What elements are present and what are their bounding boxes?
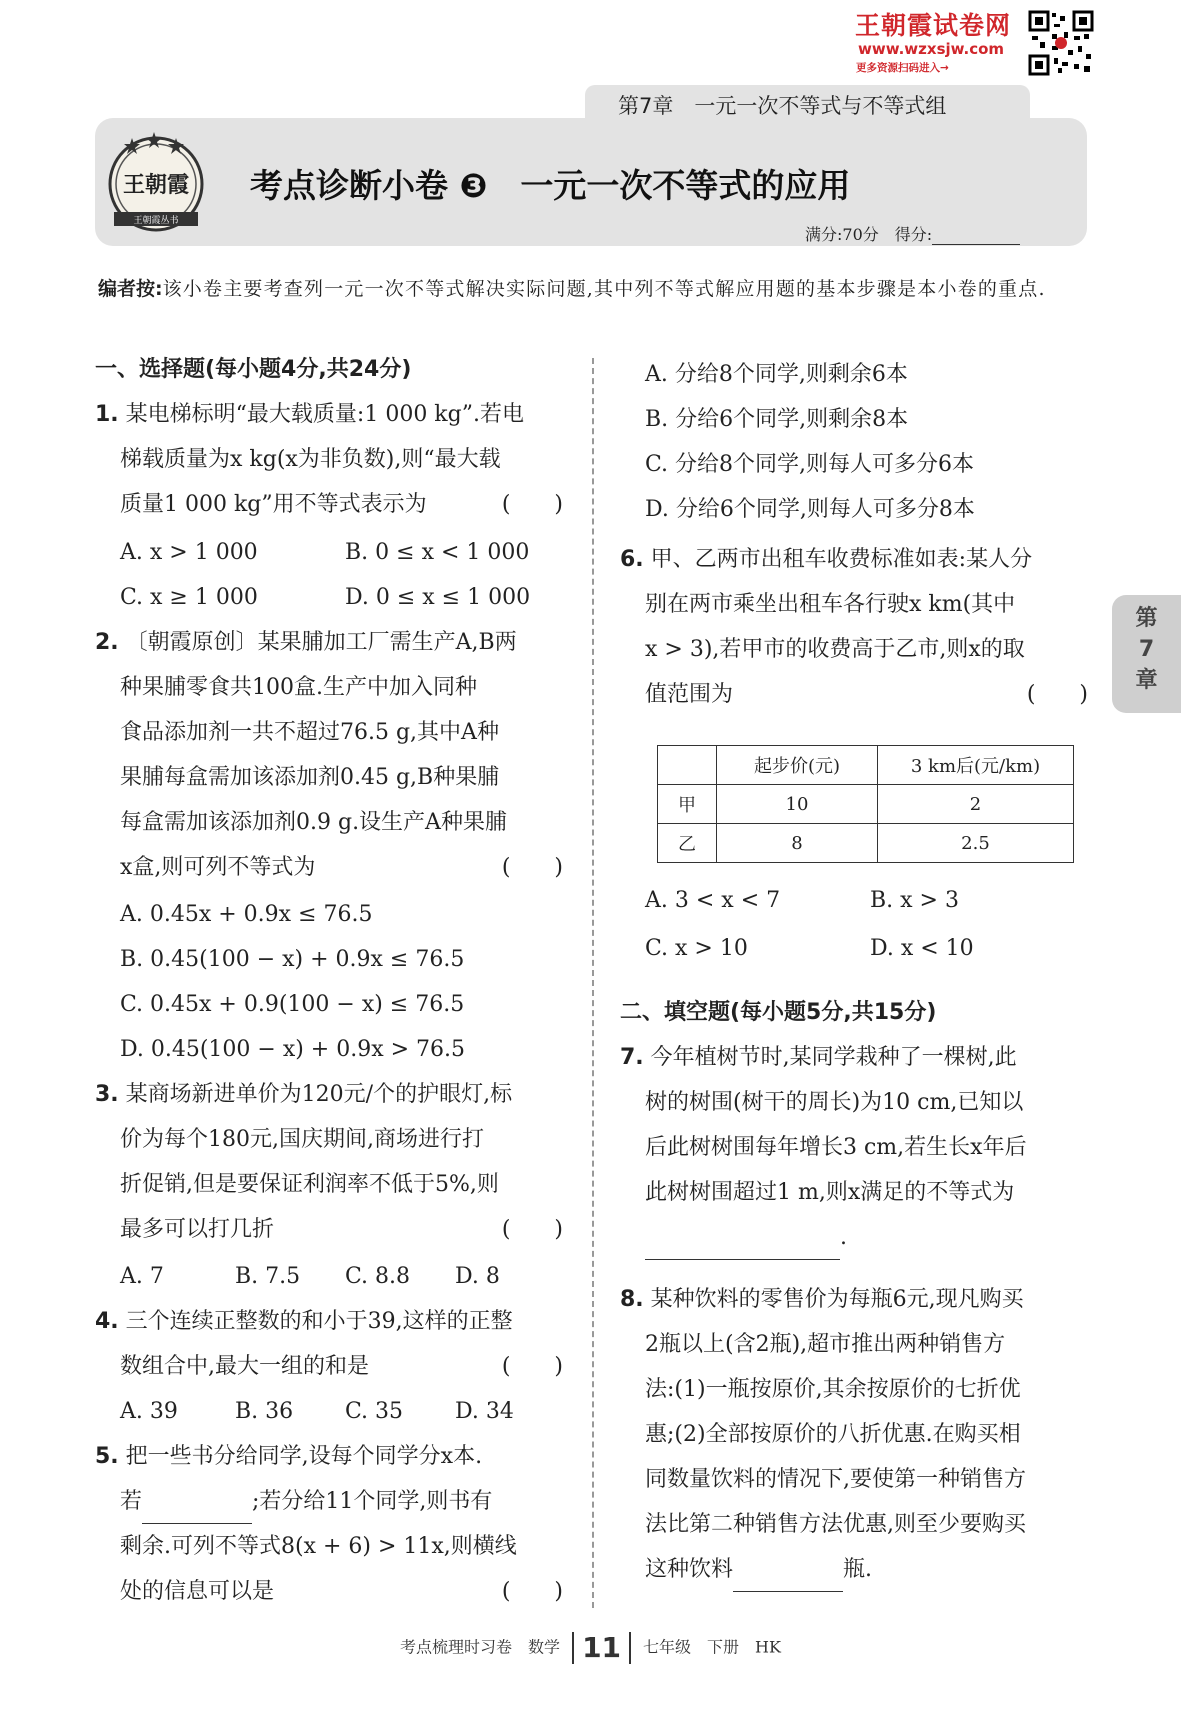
qr-code-icon[interactable] bbox=[1028, 10, 1094, 76]
answer-paren[interactable]: ( ) bbox=[501, 1354, 563, 1379]
question-5 bbox=[95, 1434, 563, 1614]
table-header-cell: 起步价(元) bbox=[717, 746, 878, 785]
answer-paren[interactable]: ( ) bbox=[501, 1579, 563, 1604]
table-cell: 10 bbox=[717, 785, 878, 824]
question-1 bbox=[95, 392, 563, 527]
brand-logo bbox=[100, 126, 212, 238]
section-fill-heading: 二、填空题(每小题5分,共15分) bbox=[620, 1000, 937, 1025]
question-number: 4. bbox=[95, 1309, 119, 1334]
logo-bottom-text: 王朝霞丛书 bbox=[133, 216, 179, 226]
fill-blank[interactable] bbox=[645, 1233, 840, 1260]
question-text-line: 后此树树围每年增长3 cm,若生长x年后 bbox=[645, 1135, 1027, 1160]
footer bbox=[0, 1632, 1181, 1664]
question-text-line: 法比第二种销售方法优惠,则至少要购买 bbox=[645, 1512, 1026, 1537]
fill-blank[interactable] bbox=[142, 1497, 252, 1524]
question-text-line: x盒,则可列不等式为 bbox=[120, 855, 316, 880]
q3-option-c[interactable]: C. 8.8 bbox=[345, 1264, 411, 1289]
answer-paren[interactable]: ( ) bbox=[501, 492, 563, 517]
question-text-line: 2瓶以上(含2瓶),超市推出两种销售方 bbox=[645, 1332, 1006, 1357]
q1-option-d[interactable]: D. 0 ≤ x ≤ 1 000 bbox=[345, 585, 531, 610]
question-text-line: 此树树围超过1 m,则x满足的不等式为 bbox=[645, 1180, 1015, 1205]
q5-option-b[interactable]: B. 分给6个同学,则剩余8本 bbox=[645, 407, 909, 432]
question-text-line: 今年植树节时,某同学栽种了一棵树,此 bbox=[650, 1045, 1017, 1070]
question-text-fragment: . bbox=[840, 1225, 847, 1250]
side-tab-char: 7 bbox=[1138, 637, 1155, 662]
question-8 bbox=[620, 1277, 1088, 1592]
side-tab-char: 第 bbox=[1135, 606, 1158, 631]
q2-option-a[interactable]: A. 0.45x + 0.9x ≤ 76.5 bbox=[120, 902, 373, 927]
question-text-line: 某电梯标明“最大载质量:1 000 kg”.若电 bbox=[125, 402, 524, 427]
q6-option-a[interactable]: A. 3 < x < 7 bbox=[645, 888, 781, 913]
table-cell: 8 bbox=[717, 824, 878, 863]
fill-blank[interactable] bbox=[733, 1565, 843, 1592]
q5-option-d[interactable]: D. 分给6个同学,则每人可多分8本 bbox=[645, 497, 975, 522]
editor-note bbox=[98, 272, 1088, 307]
question-text-line: 梯载质量为x kg(x为非负数),则“最大载 bbox=[120, 447, 501, 472]
question-number: 6. bbox=[620, 547, 644, 572]
question-text-line: 把一些书分给同学,设每个同学分x本. bbox=[125, 1444, 483, 1469]
question-text-line: 〔朝霞原创〕某果脯加工厂需生产A,B两 bbox=[125, 630, 517, 655]
question-text-line: x > 3),若甲市的收费高于乙市,则x的取 bbox=[645, 637, 1025, 662]
question-text-line: 种果脯零食共100盒.生产中加入同种 bbox=[120, 675, 477, 700]
question-text-line: 某种饮料的零售价为每瓶6元,现凡购买 bbox=[650, 1287, 1024, 1312]
table-cell: 2 bbox=[878, 785, 1074, 824]
answer-paren[interactable]: ( ) bbox=[1026, 682, 1088, 707]
question-text-line: 每盒需加该添加剂0.9 g.设生产A种果脯 bbox=[120, 810, 507, 835]
footer-right: 七年级 下册 HK bbox=[643, 1637, 781, 1657]
q4-option-b[interactable]: B. 36 bbox=[235, 1399, 294, 1424]
answer-paren[interactable]: ( ) bbox=[501, 1217, 563, 1242]
q2-option-d[interactable]: D. 0.45(100 − x) + 0.9x > 76.5 bbox=[120, 1037, 466, 1062]
logo-text: 王朝霞 bbox=[122, 172, 190, 198]
question-number: 8. bbox=[620, 1287, 644, 1312]
question-text-fragment: 瓶. bbox=[843, 1557, 873, 1582]
q3-option-a[interactable]: A. 7 bbox=[120, 1264, 164, 1289]
question-text-line: 甲、乙两市出租车收费标准如表:某人分 bbox=[650, 547, 1033, 572]
brand-slogan: 更多资源扫码进入→ bbox=[856, 62, 949, 74]
question-text-line: 最多可以打几折 bbox=[120, 1217, 275, 1242]
question-7 bbox=[620, 1035, 1088, 1260]
question-text-line: 果脯每盒需加该添加剂0.45 g,B种果脯 bbox=[120, 765, 500, 790]
table-cell: 2.5 bbox=[878, 824, 1074, 863]
question-text-line: 某商场新进单价为120元/个的护眼灯,标 bbox=[125, 1082, 513, 1107]
question-text-line: 折促销,但是要保证利润率不低于5%,则 bbox=[120, 1172, 499, 1197]
brand-name: 王朝霞试卷网 bbox=[855, 11, 1012, 40]
table-row bbox=[658, 824, 1074, 863]
section-choice-heading: 一、选择题(每小题4分,共24分) bbox=[95, 357, 412, 382]
side-chapter-tab[interactable] bbox=[1112, 595, 1181, 713]
question-text-line: 质量1 000 kg”用不等式表示为 bbox=[120, 492, 427, 517]
q6-option-d[interactable]: D. x < 10 bbox=[870, 936, 974, 961]
question-text-line: 食品添加剂一共不超过76.5 g,其中A种 bbox=[120, 720, 499, 745]
q6-option-c[interactable]: C. x > 10 bbox=[645, 936, 748, 961]
editor-note-text: 该小卷主要考查列一元一次不等式解决实际问题,其中列不等式解应用题的基本步骤是本小卷的重点. bbox=[162, 278, 1046, 300]
page-number: 11 bbox=[572, 1632, 631, 1664]
q5-option-c[interactable]: C. 分给8个同学,则每人可多分6本 bbox=[645, 452, 975, 477]
editor-note-label: 编者按: bbox=[98, 278, 163, 300]
q1-option-c[interactable]: C. x ≥ 1 000 bbox=[120, 585, 258, 610]
question-2 bbox=[95, 620, 563, 890]
question-text-line: 树的树围(树干的周长)为10 cm,已知以 bbox=[645, 1090, 1024, 1115]
question-text-line: 同数量饮料的情况下,要使第一种销售方 bbox=[645, 1467, 1026, 1492]
answer-paren[interactable]: ( ) bbox=[501, 855, 563, 880]
q4-option-a[interactable]: A. 39 bbox=[120, 1399, 178, 1424]
q2-option-b[interactable]: B. 0.45(100 − x) + 0.9x ≤ 76.5 bbox=[120, 947, 465, 972]
question-6 bbox=[620, 537, 1088, 717]
q4-option-c[interactable]: C. 35 bbox=[345, 1399, 404, 1424]
question-text-line: 价为每个180元,国庆期间,商场进行打 bbox=[120, 1127, 484, 1152]
chapter-label: 第7章 一元一次不等式与不等式组 bbox=[618, 94, 947, 118]
page-title: 考点诊断小卷 ❸ 一元一次不等式的应用 bbox=[250, 166, 851, 205]
question-text-line: 法:(1)一瓶按原价,其余按原价的七折优 bbox=[645, 1377, 1021, 1402]
question-text-fragment: ;若分给11个同学,则书有 bbox=[252, 1489, 493, 1514]
q4-option-d[interactable]: D. 34 bbox=[455, 1399, 514, 1424]
question-4 bbox=[95, 1299, 563, 1389]
q3-option-b[interactable]: B. 7.5 bbox=[235, 1264, 301, 1289]
q1-option-a[interactable]: A. x > 1 000 bbox=[120, 540, 258, 565]
question-text-line: 别在两市乘坐出租车各行驶x km(其中 bbox=[645, 592, 1016, 617]
question-text-line: 处的信息可以是 bbox=[120, 1579, 275, 1604]
question-number: 7. bbox=[620, 1045, 644, 1070]
question-text-line: 值范围为 bbox=[645, 682, 734, 707]
q3-option-d[interactable]: D. 8 bbox=[455, 1264, 500, 1289]
table-cell: 甲 bbox=[658, 785, 717, 824]
question-number: 3. bbox=[95, 1082, 119, 1107]
score-label: 满分:70分 得分: bbox=[805, 225, 933, 244]
question-text-line: 惠;(2)全部按原价的八折优惠.在购买相 bbox=[645, 1422, 1021, 1447]
brand-url[interactable]: www.wzxsjw.com bbox=[858, 40, 1005, 58]
question-number: 1. bbox=[95, 402, 119, 427]
column-divider bbox=[592, 358, 594, 1608]
score-line bbox=[805, 222, 1020, 245]
question-number: 2. bbox=[95, 630, 119, 655]
question-number: 5. bbox=[95, 1444, 119, 1469]
question-3 bbox=[95, 1072, 563, 1252]
q5-option-a[interactable]: A. 分给8个同学,则剩余6本 bbox=[645, 362, 908, 387]
question-text-line: 三个连续正整数的和小于39,这样的正整 bbox=[125, 1309, 513, 1334]
question-text-line: 数组合中,最大一组的和是 bbox=[120, 1354, 369, 1379]
q1-option-b[interactable]: B. 0 ≤ x < 1 000 bbox=[345, 540, 530, 565]
table-cell: 乙 bbox=[658, 824, 717, 863]
fee-table bbox=[657, 745, 1074, 863]
q2-option-c[interactable]: C. 0.45x + 0.9(100 − x) ≤ 76.5 bbox=[120, 992, 465, 1017]
side-tab-char: 章 bbox=[1135, 668, 1158, 693]
table-header-cell bbox=[658, 746, 717, 785]
footer-left: 考点梳理时习卷 数学 bbox=[400, 1637, 561, 1657]
question-text-line: 剩余.可列不等式8(x + 6) > 11x,则横线 bbox=[120, 1534, 517, 1559]
table-header-row bbox=[658, 746, 1074, 785]
question-text-fragment: 这种饮料 bbox=[645, 1557, 734, 1582]
question-text-fragment: 若 bbox=[120, 1489, 143, 1514]
table-header-cell: 3 km后(元/km) bbox=[878, 746, 1074, 785]
score-blank[interactable] bbox=[932, 228, 1020, 245]
q6-option-b[interactable]: B. x > 3 bbox=[870, 888, 959, 913]
table-row bbox=[658, 785, 1074, 824]
